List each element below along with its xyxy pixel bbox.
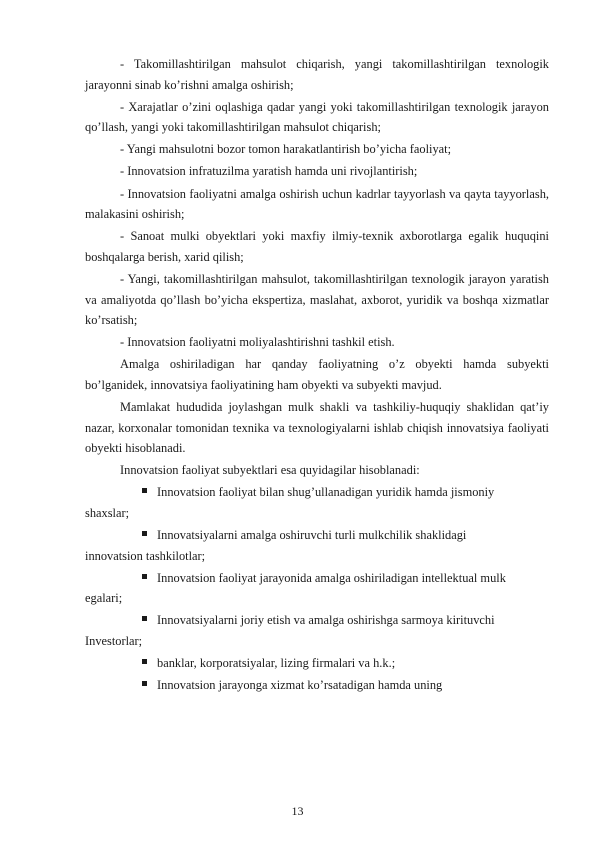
paragraph-2: - Xarajatlar o’zini oqlashiga qadar yangi yoki takomillashtirilgan texnologik jarayon qo’llash, yangi yoki takomillashtirilgan mahsulot chiqarish; [85, 99, 549, 135]
paragraph-5: - Innovatsion faoliyatni amalga oshirish uchun kadrlar tayyorlash va qayta tayyorlash, malakasini oshirish; [85, 186, 549, 222]
paragraph-8: - Innovatsion faoliyatni moliyalashtirishni tashkil etish. [120, 335, 395, 350]
bullet-continuation: Investorlar; [85, 634, 143, 649]
bullet-text: banklar, korporatsiyalar, lizing firmalari va h.k.; [85, 653, 549, 674]
bullet-text: Innovatsion faoliyat jarayonida amalga oshiriladigan intellektual mulk [85, 568, 549, 589]
bullet-continuation: shaxslar; [85, 505, 130, 520]
paragraph-6: - Sanoat mulki obyektlari yoki maxfiy ilmiy-texnik axborotlarga egalik huquqini boshqalarga berish, xarid qilish; [85, 229, 549, 264]
bullet-item [85, 653, 549, 674]
paragraph-11: Innovatsion faoliyat subyektlari esa quyidagilar hisoblanadi: [120, 463, 420, 478]
paragraph-4: - Innovatsion infratuzilma yaratish hamda uni rivojlantirish; [120, 164, 418, 179]
paragraph-1: - Takomillashtirilgan mahsulot chiqarish, yangi takomillashtirilgan texnologik jarayonni sinab ko’rishni amalga oshirish; [85, 57, 549, 92]
document-body [85, 54, 549, 697]
bullet-text: Innovatsiyalarni joriy etish va amalga oshirishga sarmoya kirituvchi [85, 610, 549, 631]
bullet-text: Innovatsiyalarni amalga oshiruvchi turli mulkchilik shaklidagi [85, 525, 549, 546]
bullet-text: Innovatsion faoliyat bilan shug’ullanadigan yuridik hamda jismoniy [85, 482, 549, 503]
bullet-item [85, 568, 549, 609]
bullet-continuation: egalari; [85, 591, 123, 606]
paragraph-9: Amalga oshiriladigan har qanday faoliyatning o’z obyekti hamda subyekti bo’lganidek, innovatsiya faoliyatining ham obyekti va subyekti mavjud. [85, 357, 549, 392]
bullet-continuation: innovatsion tashkilotlar; [85, 548, 206, 563]
bullet-item [85, 675, 549, 696]
bullet-item [85, 610, 549, 651]
page-number: 13 [291, 804, 304, 818]
paragraph-10: Mamlakat hududida joylashgan mulk shakli va tashkiliy-huquqiy shaklidan qat’iy nazar, korxonalar tomonidan texnika va texnologiyalarni ishlab chiqish innovatsiya faoliyati obyekti hisoblanadi. [85, 400, 549, 456]
paragraph-7: - Yangi, takomillashtirilgan mahsulot, takomillashtirilgan texnologik jarayon yaratish va amaliyotda qo’llash bo’yicha ekspertiza, maslahat, axborot, yuridik va boshqa xizmatlar ko’rsatish; [85, 271, 549, 328]
paragraph-3: - Yangi mahsulotni bozor tomon harakatlantirish bo’yicha faoliyat; [120, 142, 452, 157]
bullet-text: Innovatsion jarayonga xizmat ko’rsatadigan hamda uning [85, 675, 549, 696]
bullet-item [85, 482, 549, 523]
bullet-item [85, 525, 549, 566]
